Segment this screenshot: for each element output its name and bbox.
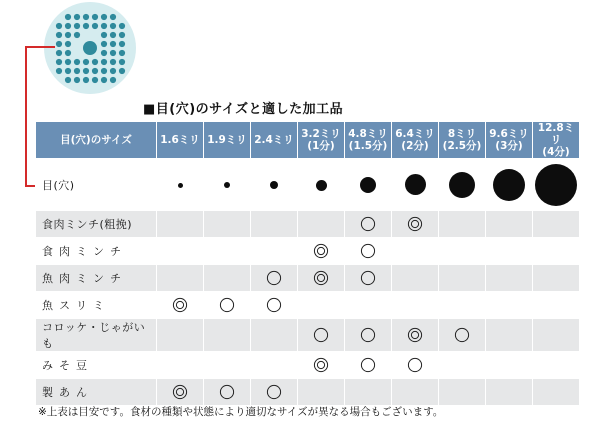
footnote: ※上表は目安です。食材の種類や状態により適切なサイズが異なる場合もございます。	[38, 406, 444, 418]
header-size-label: 1.9ミリ	[207, 134, 247, 146]
hole-dot-icon	[178, 183, 183, 188]
hole-cell	[157, 159, 204, 211]
table-row	[36, 319, 580, 352]
plate-hole	[74, 68, 80, 74]
row-label: 魚肉ミンチ	[36, 265, 157, 292]
mark-cell	[157, 292, 204, 319]
plate-hole	[110, 32, 116, 38]
plate-hole	[74, 77, 80, 83]
plate-hole	[56, 59, 62, 65]
leader-line-vertical	[25, 46, 27, 187]
plate-hole	[65, 68, 71, 74]
header-size-label: 12.8ミリ	[537, 122, 575, 146]
mark-cell	[486, 292, 533, 319]
plate-hole	[101, 32, 107, 38]
circle-icon	[266, 297, 282, 313]
table-title: ■目(穴)のサイズと適した加工品	[143, 102, 344, 117]
double-circle-icon	[313, 357, 329, 373]
plate-hole	[83, 59, 89, 65]
mark-cell	[298, 379, 345, 406]
header-size-sub: (1.5分)	[348, 140, 388, 152]
hole-cell	[298, 159, 345, 211]
mark-cell	[486, 379, 533, 406]
mark-cell	[392, 238, 439, 265]
mark-cell	[251, 238, 298, 265]
plate-hole	[56, 41, 62, 47]
header-size-5	[392, 122, 439, 159]
mark-cell	[392, 265, 439, 292]
mark-cell	[439, 352, 486, 379]
header-size-sub: (2分)	[401, 140, 429, 152]
table-row	[36, 238, 580, 265]
plate-hole	[119, 59, 125, 65]
mark-cell	[298, 319, 345, 352]
hole-dot-icon	[360, 177, 376, 193]
table-row	[36, 211, 580, 238]
hole-dot-icon	[493, 169, 525, 201]
mark-cell	[392, 352, 439, 379]
mark-cell	[486, 319, 533, 352]
table-row	[36, 265, 580, 292]
plate-hole	[101, 23, 107, 29]
mark-cell	[204, 238, 251, 265]
table-row	[36, 352, 580, 379]
plate-hole	[65, 14, 71, 20]
plate-hole	[65, 23, 71, 29]
plate-hole	[92, 14, 98, 20]
row-label: みそ豆	[36, 352, 157, 379]
plate-hole	[119, 23, 125, 29]
mark-cell	[298, 352, 345, 379]
plate-hole	[101, 77, 107, 83]
mark-cell	[439, 292, 486, 319]
mark-cell	[533, 238, 580, 265]
plate-hole	[101, 41, 107, 47]
plate-hole	[101, 14, 107, 20]
plate-hole	[101, 68, 107, 74]
plate-hole	[56, 68, 62, 74]
table-row	[36, 379, 580, 406]
mark-cell	[298, 211, 345, 238]
mark-cell	[157, 238, 204, 265]
plate-hole	[65, 59, 71, 65]
plate-hole	[65, 41, 71, 47]
grinder-plate-icon	[42, 0, 138, 96]
mark-cell	[204, 211, 251, 238]
hole-dot-icon	[224, 182, 230, 188]
mark-cell	[345, 211, 392, 238]
circle-icon	[266, 270, 282, 286]
plate-hole	[110, 41, 116, 47]
circle-icon	[219, 297, 235, 313]
mark-cell	[486, 238, 533, 265]
header-size-label: 8ミリ	[447, 128, 477, 140]
hole-size-row	[36, 159, 580, 211]
hole-cell	[392, 159, 439, 211]
plate-center-hole	[83, 41, 97, 55]
header-size-sub: (2.5分)	[442, 140, 482, 152]
plate-hole	[110, 23, 116, 29]
plate-hole	[101, 59, 107, 65]
plate-hole	[110, 50, 116, 56]
double-circle-icon	[172, 384, 188, 400]
mark-cell	[345, 379, 392, 406]
plate-hole	[119, 68, 125, 74]
plate-hole	[74, 23, 80, 29]
double-circle-icon	[313, 270, 329, 286]
plate-hole	[92, 68, 98, 74]
hole-dot-icon	[270, 181, 278, 189]
plate-hole	[74, 32, 80, 38]
mark-cell	[345, 352, 392, 379]
mark-cell	[251, 352, 298, 379]
hole-cell	[251, 159, 298, 211]
mark-cell	[251, 292, 298, 319]
mark-cell	[157, 211, 204, 238]
plate-hole	[56, 23, 62, 29]
row-label: コロッケ・じゃがいも	[36, 319, 157, 352]
hole-dot-icon	[405, 174, 426, 195]
circle-icon	[360, 216, 376, 232]
circle-icon	[360, 243, 376, 259]
mark-cell	[533, 319, 580, 352]
circle-icon	[360, 327, 376, 343]
mark-cell	[392, 379, 439, 406]
plate-hole	[65, 77, 71, 83]
mark-cell	[439, 211, 486, 238]
hole-cell	[533, 159, 580, 211]
mark-cell	[439, 238, 486, 265]
mark-cell	[439, 319, 486, 352]
plate-hole	[110, 59, 116, 65]
circle-icon	[360, 357, 376, 373]
double-circle-icon	[172, 297, 188, 313]
plate-hole	[101, 50, 107, 56]
header-size-0	[157, 122, 204, 159]
plate-hole	[65, 32, 71, 38]
plate-hole	[92, 23, 98, 29]
mark-cell	[439, 265, 486, 292]
mark-cell	[345, 238, 392, 265]
mark-cell	[345, 292, 392, 319]
mark-cell	[533, 292, 580, 319]
plate-hole	[110, 14, 116, 20]
plate-hole	[56, 50, 62, 56]
plate-hole	[119, 32, 125, 38]
header-row	[36, 122, 580, 159]
circle-icon	[454, 327, 470, 343]
mark-cell	[157, 352, 204, 379]
mark-cell	[345, 319, 392, 352]
mark-cell	[392, 211, 439, 238]
header-size-7	[486, 122, 533, 159]
hole-cell	[345, 159, 392, 211]
hole-cell	[204, 159, 251, 211]
size-table	[35, 121, 580, 406]
mark-cell	[392, 319, 439, 352]
mark-cell	[157, 319, 204, 352]
header-size-6	[439, 122, 486, 159]
header-size-8	[533, 122, 580, 159]
circle-icon	[407, 357, 423, 373]
row-label: 製あん	[36, 379, 157, 406]
mark-cell	[251, 319, 298, 352]
header-size-3	[298, 122, 345, 159]
plate-hole	[119, 50, 125, 56]
plate-hole	[83, 14, 89, 20]
double-circle-icon	[313, 243, 329, 259]
mark-cell	[486, 352, 533, 379]
mark-cell	[204, 292, 251, 319]
mark-cell	[298, 238, 345, 265]
mark-cell	[392, 292, 439, 319]
circle-icon	[360, 270, 376, 286]
mark-cell	[533, 265, 580, 292]
plate-hole	[110, 77, 116, 83]
hole-cell	[486, 159, 533, 211]
mark-cell	[533, 352, 580, 379]
hole-row-label: 目(穴)	[36, 159, 157, 211]
plate-hole	[83, 23, 89, 29]
plate-hole	[110, 68, 116, 74]
header-size-label: 2.4ミリ	[254, 134, 294, 146]
plate-hole	[74, 59, 80, 65]
mark-cell	[533, 379, 580, 406]
mark-cell	[298, 292, 345, 319]
header-size-label: 3.2ミリ	[301, 128, 341, 140]
mark-cell	[486, 265, 533, 292]
header-size-label: 1.6ミリ	[160, 134, 200, 146]
table-row	[36, 292, 580, 319]
mark-cell	[439, 379, 486, 406]
plate-hole	[56, 32, 62, 38]
double-circle-icon	[407, 327, 423, 343]
mark-cell	[157, 265, 204, 292]
row-label: 食肉ミンチ(粗挽)	[36, 211, 157, 238]
double-circle-icon	[407, 216, 423, 232]
mark-cell	[251, 379, 298, 406]
circle-icon	[219, 384, 235, 400]
header-size-sub: (4分)	[542, 146, 570, 158]
header-size-label: 6.4ミリ	[395, 128, 435, 140]
header-size-label: 9.6ミリ	[489, 128, 529, 140]
hole-dot-icon	[449, 172, 475, 198]
leader-line-top	[25, 46, 55, 48]
mark-cell	[533, 211, 580, 238]
header-size-sub: (1分)	[307, 140, 335, 152]
header-size-4	[345, 122, 392, 159]
plate-hole	[65, 50, 71, 56]
plate-hole	[92, 59, 98, 65]
row-label: 食肉ミンチ	[36, 238, 157, 265]
mark-cell	[204, 379, 251, 406]
mark-cell	[298, 265, 345, 292]
header-size-2	[251, 122, 298, 159]
hole-dot-icon	[316, 180, 327, 191]
mark-cell	[251, 211, 298, 238]
mark-cell	[204, 319, 251, 352]
mark-cell	[157, 379, 204, 406]
header-size-sub: (3分)	[495, 140, 523, 152]
circle-icon	[313, 327, 329, 343]
header-size-label: 目(穴)のサイズ	[36, 122, 157, 159]
mark-cell	[251, 265, 298, 292]
plate-hole	[119, 41, 125, 47]
plate-hole	[83, 77, 89, 83]
mark-cell	[345, 265, 392, 292]
circle-icon	[266, 384, 282, 400]
plate-hole	[92, 77, 98, 83]
header-size-1	[204, 122, 251, 159]
hole-cell	[439, 159, 486, 211]
plate-hole	[74, 14, 80, 20]
plate-hole	[83, 68, 89, 74]
row-label: 魚スリミ	[36, 292, 157, 319]
header-size-label: 4.8ミリ	[348, 128, 388, 140]
mark-cell	[204, 265, 251, 292]
hole-dot-icon	[535, 164, 577, 206]
mark-cell	[204, 352, 251, 379]
mark-cell	[486, 211, 533, 238]
